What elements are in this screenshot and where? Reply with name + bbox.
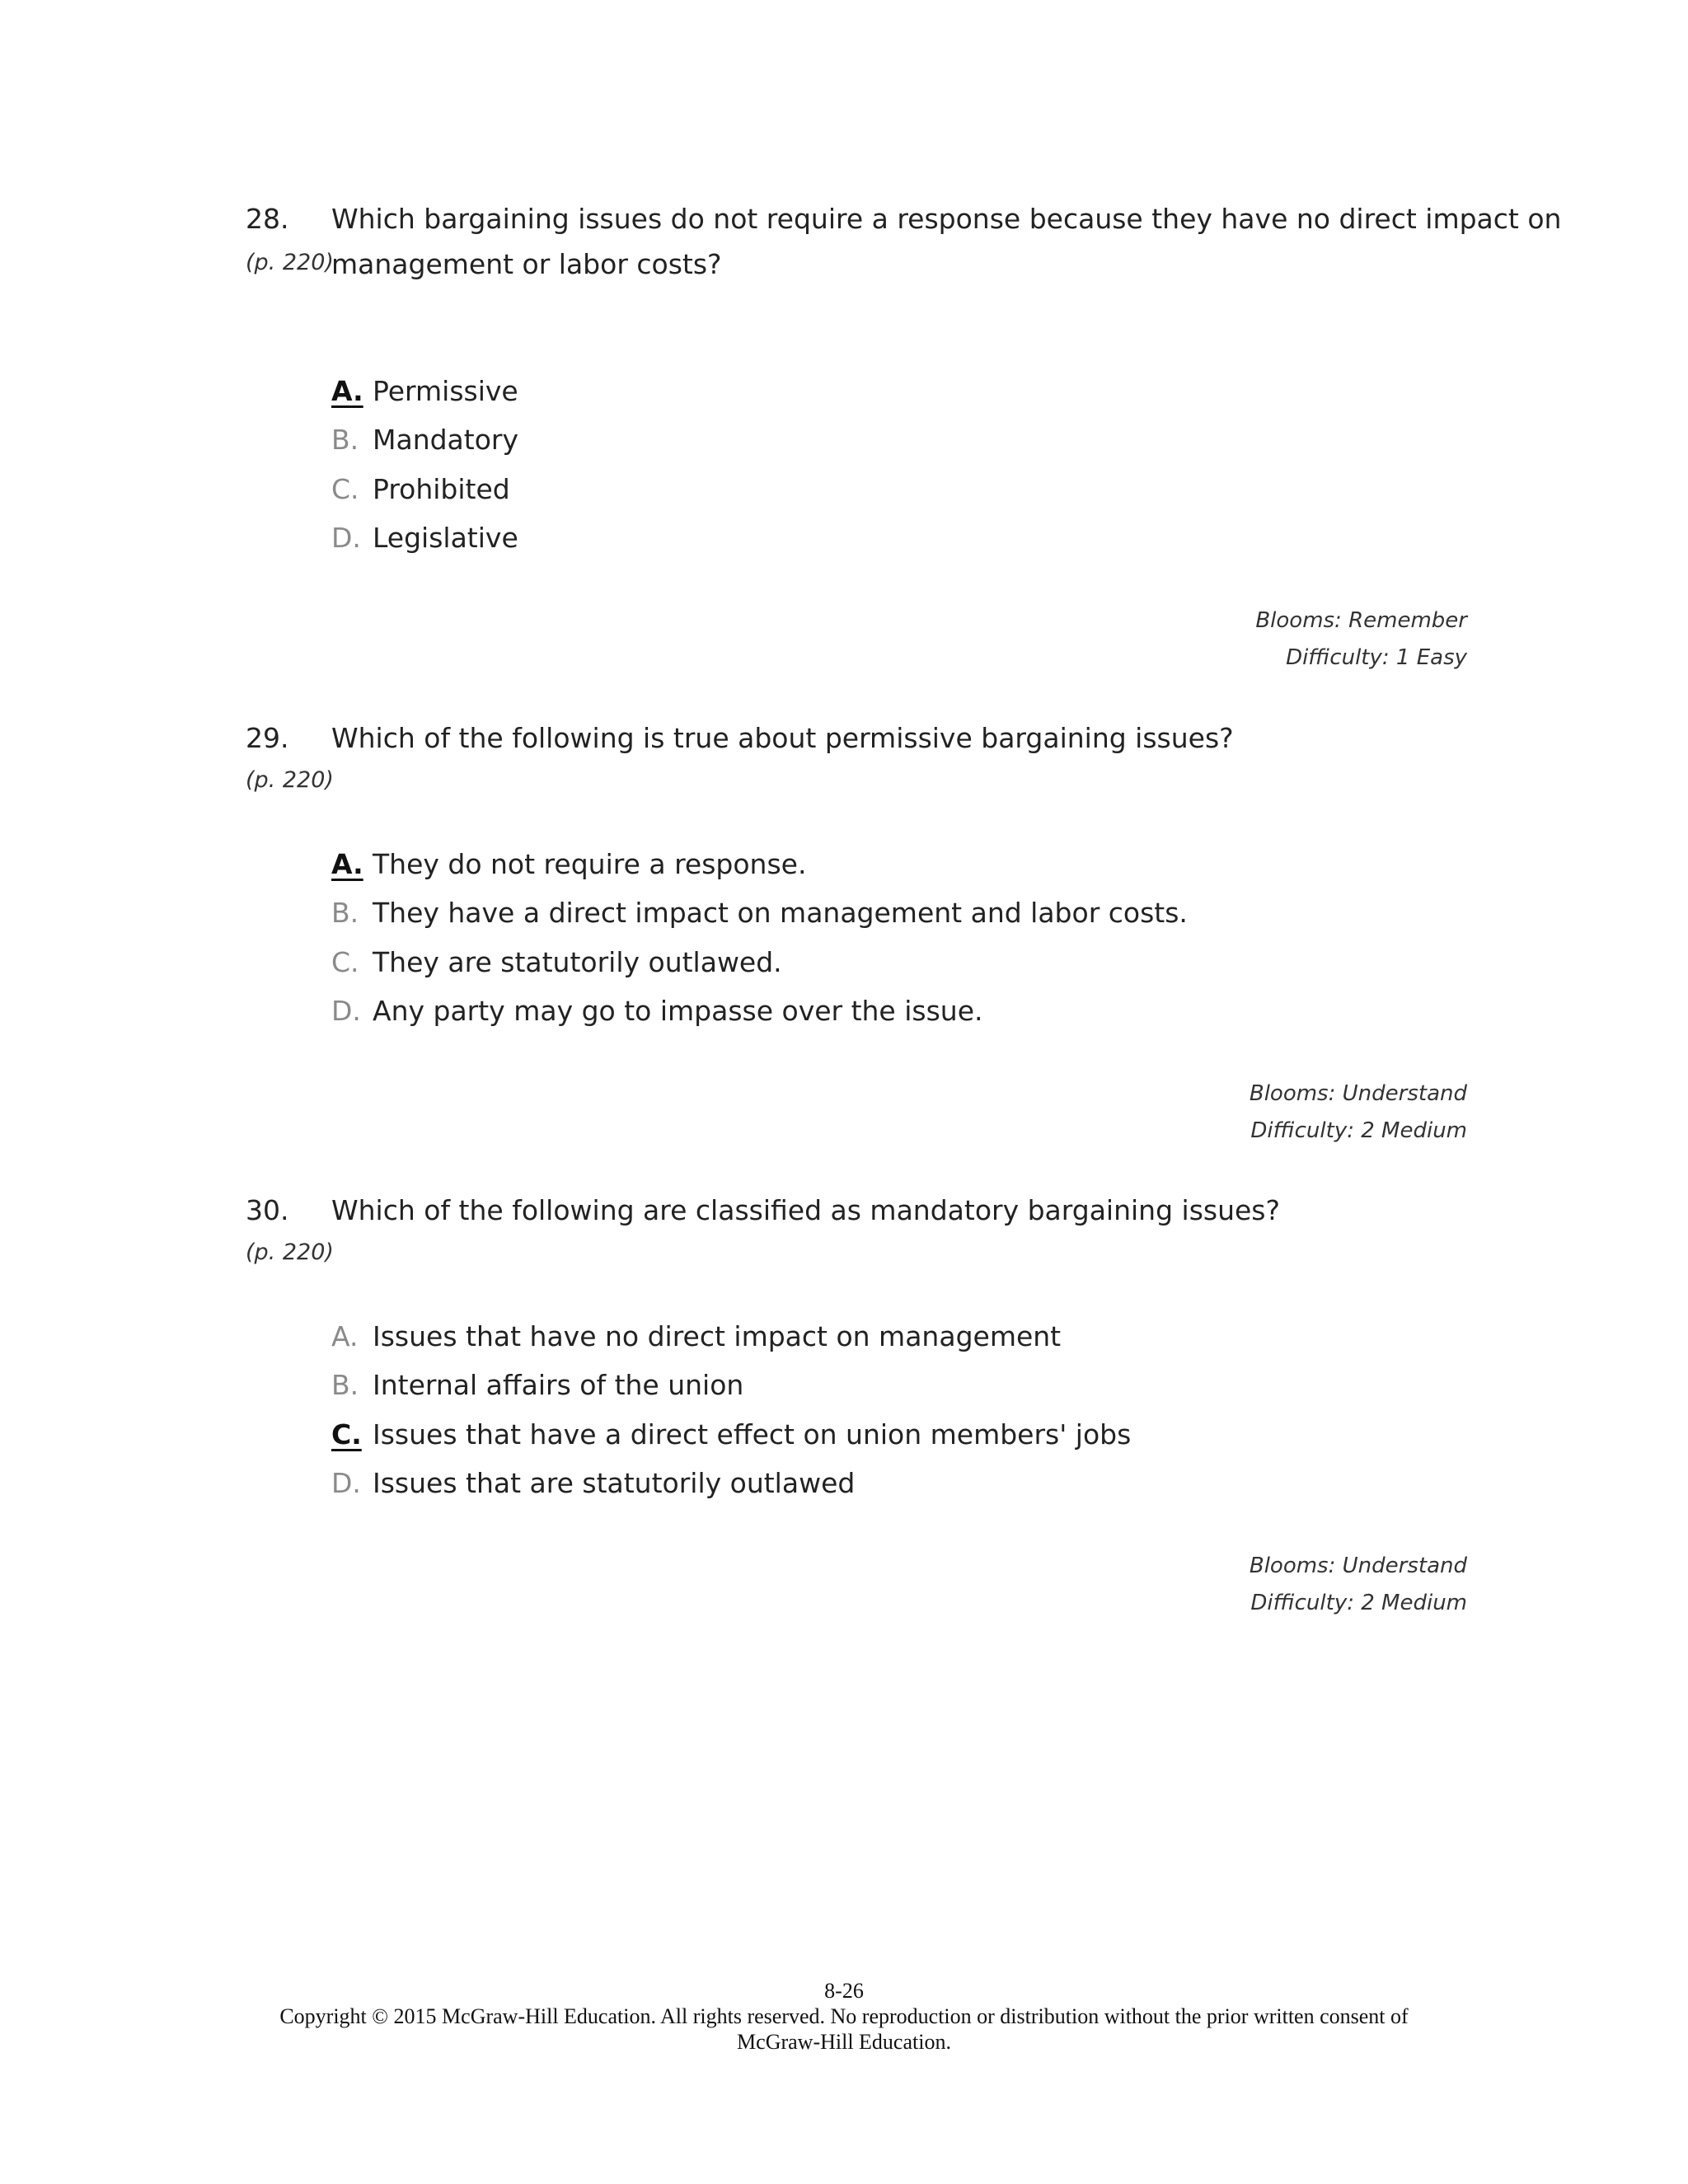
option-b[interactable] bbox=[331, 897, 1188, 936]
option-letter: A. bbox=[331, 1320, 359, 1352]
page-reference: (p. 220) bbox=[246, 767, 334, 793]
option-text: Issues that have no direct impact on management bbox=[373, 1320, 1062, 1352]
question-number: 29. bbox=[246, 722, 289, 754]
option-letter: A. bbox=[331, 848, 363, 880]
option-letter: A. bbox=[331, 375, 363, 407]
difficulty-level: Difficulty: 1 Easy bbox=[1286, 645, 1467, 670]
option-a[interactable] bbox=[331, 848, 806, 888]
option-text: They are statutorily outlawed. bbox=[373, 946, 782, 978]
difficulty-level: Difficulty: 2 Medium bbox=[1250, 1118, 1467, 1143]
option-d[interactable] bbox=[331, 995, 983, 1034]
question-text-line1: Which of the following are classified as mandatory bargaining issues? bbox=[331, 1194, 1281, 1226]
option-text: Any party may go to impasse over the issue. bbox=[373, 995, 983, 1027]
option-text: Legislative bbox=[373, 522, 518, 554]
option-letter: B. bbox=[331, 1369, 359, 1401]
blooms-level: Blooms: Understand bbox=[1249, 1554, 1467, 1578]
option-letter: D. bbox=[331, 995, 361, 1027]
option-text: Internal affairs of the union bbox=[373, 1369, 744, 1401]
page-reference: (p. 220) bbox=[246, 1240, 334, 1265]
option-letter: D. bbox=[331, 1467, 361, 1499]
option-text: Prohibited bbox=[373, 473, 510, 505]
option-text: Mandatory bbox=[373, 424, 519, 456]
option-text: They do not require a response. bbox=[373, 848, 807, 880]
option-c[interactable] bbox=[331, 1418, 1131, 1458]
option-b[interactable] bbox=[331, 1369, 743, 1408]
option-b[interactable] bbox=[331, 424, 518, 463]
option-text: Permissive bbox=[373, 375, 518, 407]
option-a[interactable] bbox=[331, 375, 518, 415]
page-footer bbox=[0, 1978, 1688, 2055]
option-letter: C. bbox=[331, 1418, 362, 1451]
question-text-line1: Which bargaining issues do not require a response because they have no direct impact on bbox=[331, 203, 1562, 235]
option-c[interactable] bbox=[331, 473, 510, 513]
option-d[interactable] bbox=[331, 522, 518, 561]
question-text-line2: management or labor costs? bbox=[331, 248, 722, 280]
option-letter: C. bbox=[331, 946, 359, 978]
option-a[interactable] bbox=[331, 1320, 1061, 1360]
option-c[interactable] bbox=[331, 946, 782, 986]
option-text: They have a direct impact on management and labor costs. bbox=[373, 897, 1188, 929]
option-letter: B. bbox=[331, 897, 359, 929]
question-number: 28. bbox=[246, 203, 289, 235]
blooms-level: Blooms: Understand bbox=[1249, 1081, 1467, 1106]
option-letter: B. bbox=[331, 424, 359, 456]
page-number: 8-26 bbox=[824, 1979, 864, 2003]
page-reference: (p. 220) bbox=[246, 250, 334, 275]
option-text: Issues that are statutorily outlawed bbox=[373, 1467, 856, 1499]
option-letter: D. bbox=[331, 522, 361, 554]
copyright-line1: Copyright © 2015 McGraw-Hill Education. All rights reserved. No reproduction or distribution without the prior written consent of bbox=[279, 2004, 1409, 2028]
option-d[interactable] bbox=[331, 1467, 855, 1507]
question-text-line1: Which of the following is true about permissive bargaining issues? bbox=[331, 722, 1234, 754]
option-letter: C. bbox=[331, 473, 359, 505]
difficulty-level: Difficulty: 2 Medium bbox=[1250, 1591, 1467, 1615]
copyright-line2: McGraw-Hill Education. bbox=[737, 2030, 951, 2054]
blooms-level: Blooms: Remember bbox=[1255, 608, 1467, 633]
question-number: 30. bbox=[246, 1194, 289, 1226]
option-text: Issues that have a direct effect on union members' jobs bbox=[373, 1418, 1132, 1451]
